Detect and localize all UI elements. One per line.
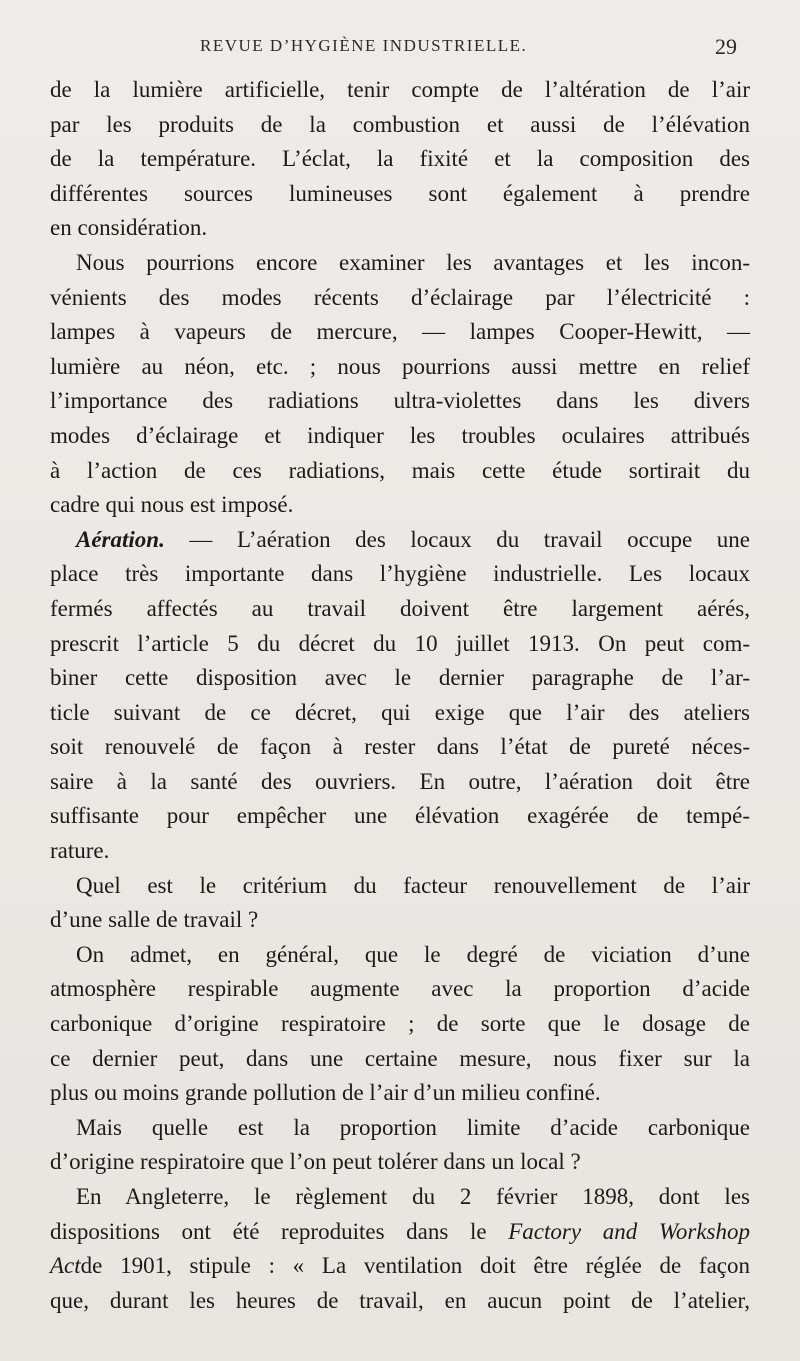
text-line: l’importance des radiations ultra-violettes dans les divers	[50, 388, 750, 414]
text-line: rature.	[50, 838, 110, 864]
running-title: REVUE D’HYGIÈNE INDUSTRIELLE.	[200, 36, 528, 55]
text-line: prescrit l’article 5 du décret du 10 juillet 1913. On peut com-	[50, 630, 750, 656]
text-line-act	[50, 1249, 750, 1284]
text-line: place très importante dans l’hygiène industrielle. Les locaux	[50, 561, 750, 587]
text-line: que, durant les heures de travail, en aucun point de l’atelier,	[50, 1287, 750, 1313]
text-line: en considération.	[50, 215, 208, 241]
text-line: fermés affectés au travail doivent être largement aérés,	[50, 595, 750, 621]
text-line: modes d’éclairage et indiquer les troubles oculaires attribués	[50, 422, 750, 448]
section-heading-aeration: Aération.	[76, 526, 165, 552]
text-line: lampes à vapeurs de mercure, — lampes Cooper-Hewitt, —	[50, 319, 750, 345]
text-line: En Angleterre, le règlement du 2 février 1898, dont les	[76, 1184, 750, 1209]
text-line-aeration	[50, 523, 750, 558]
text-line: biner cette disposition avec le dernier paragraphe de l’ar-	[50, 665, 750, 691]
text-line: de la température. L’éclat, la fixité et la composition des	[50, 146, 750, 172]
book-title-factory: Factory and Workshop	[508, 1218, 750, 1244]
text-line: On admet, en général, que le degré de viciation d’une	[76, 941, 750, 967]
text-fragment: dispositions ont été reproduites dans le	[50, 1218, 487, 1244]
text-line: lumière au néon, etc. ; nous pourrions aussi mettre en relief	[50, 353, 750, 379]
text-line-factory	[50, 1215, 750, 1250]
text-line: de la lumière artificielle, tenir compte de l’altération de l’air	[50, 77, 750, 102]
text-line: d’une salle de travail ?	[50, 907, 259, 933]
text-line: à l’action de ces radiations, mais cette étude sortirait du	[50, 457, 750, 483]
text-line: suffisante pour empêcher une élévation exagérée de tempé-	[50, 803, 750, 829]
body-text	[50, 73, 750, 1318]
text-line: carbonique d’origine respiratoire ; de sorte que le dosage de	[50, 1011, 750, 1037]
text-line: soit renouvelé de façon à rester dans l’état de pureté néces-	[50, 734, 750, 760]
book-title-act: Act	[50, 1253, 81, 1279]
text-line: d’origine respiratoire que l’on peut tolérer dans un local ?	[50, 1149, 581, 1175]
text-line: atmosphère respirable augmente avec la proportion d’acide	[50, 976, 750, 1002]
page-header	[0, 34, 800, 66]
text-line: ticle suivant de ce décret, qui exige que l’air des ateliers	[50, 699, 750, 725]
text-line: Mais quelle est la proportion limite d’acide carbonique	[76, 1114, 750, 1140]
text-line: ce dernier peut, dans une certaine mesure, nous fixer sur la	[50, 1045, 750, 1071]
text-line: différentes sources lumineuses sont également à prendre	[50, 180, 750, 206]
text-fragment: de 1901, stipule : « La ventilation doit être réglée de façon	[80, 1253, 750, 1279]
text-line: plus ou moins grande pollution de l’air d’un milieu confiné.	[50, 1080, 601, 1106]
text-line: saire à la santé des ouvriers. En outre, l’aération doit être	[50, 768, 750, 794]
text-line: Nous pourrions encore examiner les avantages et les incon-	[76, 249, 750, 275]
text-line: Quel est le critérium du facteur renouvellement de l’air	[76, 872, 750, 898]
text-line: cadre qui nous est imposé.	[50, 492, 294, 518]
text-line: vénients des modes récents d’éclairage par l’électricité :	[50, 284, 750, 310]
page-number: 29	[715, 34, 737, 59]
text-fragment: — L’aération des locaux du travail occupe une	[189, 526, 750, 552]
text-line: par les produits de la combustion et aussi de l’élévation	[50, 111, 750, 137]
